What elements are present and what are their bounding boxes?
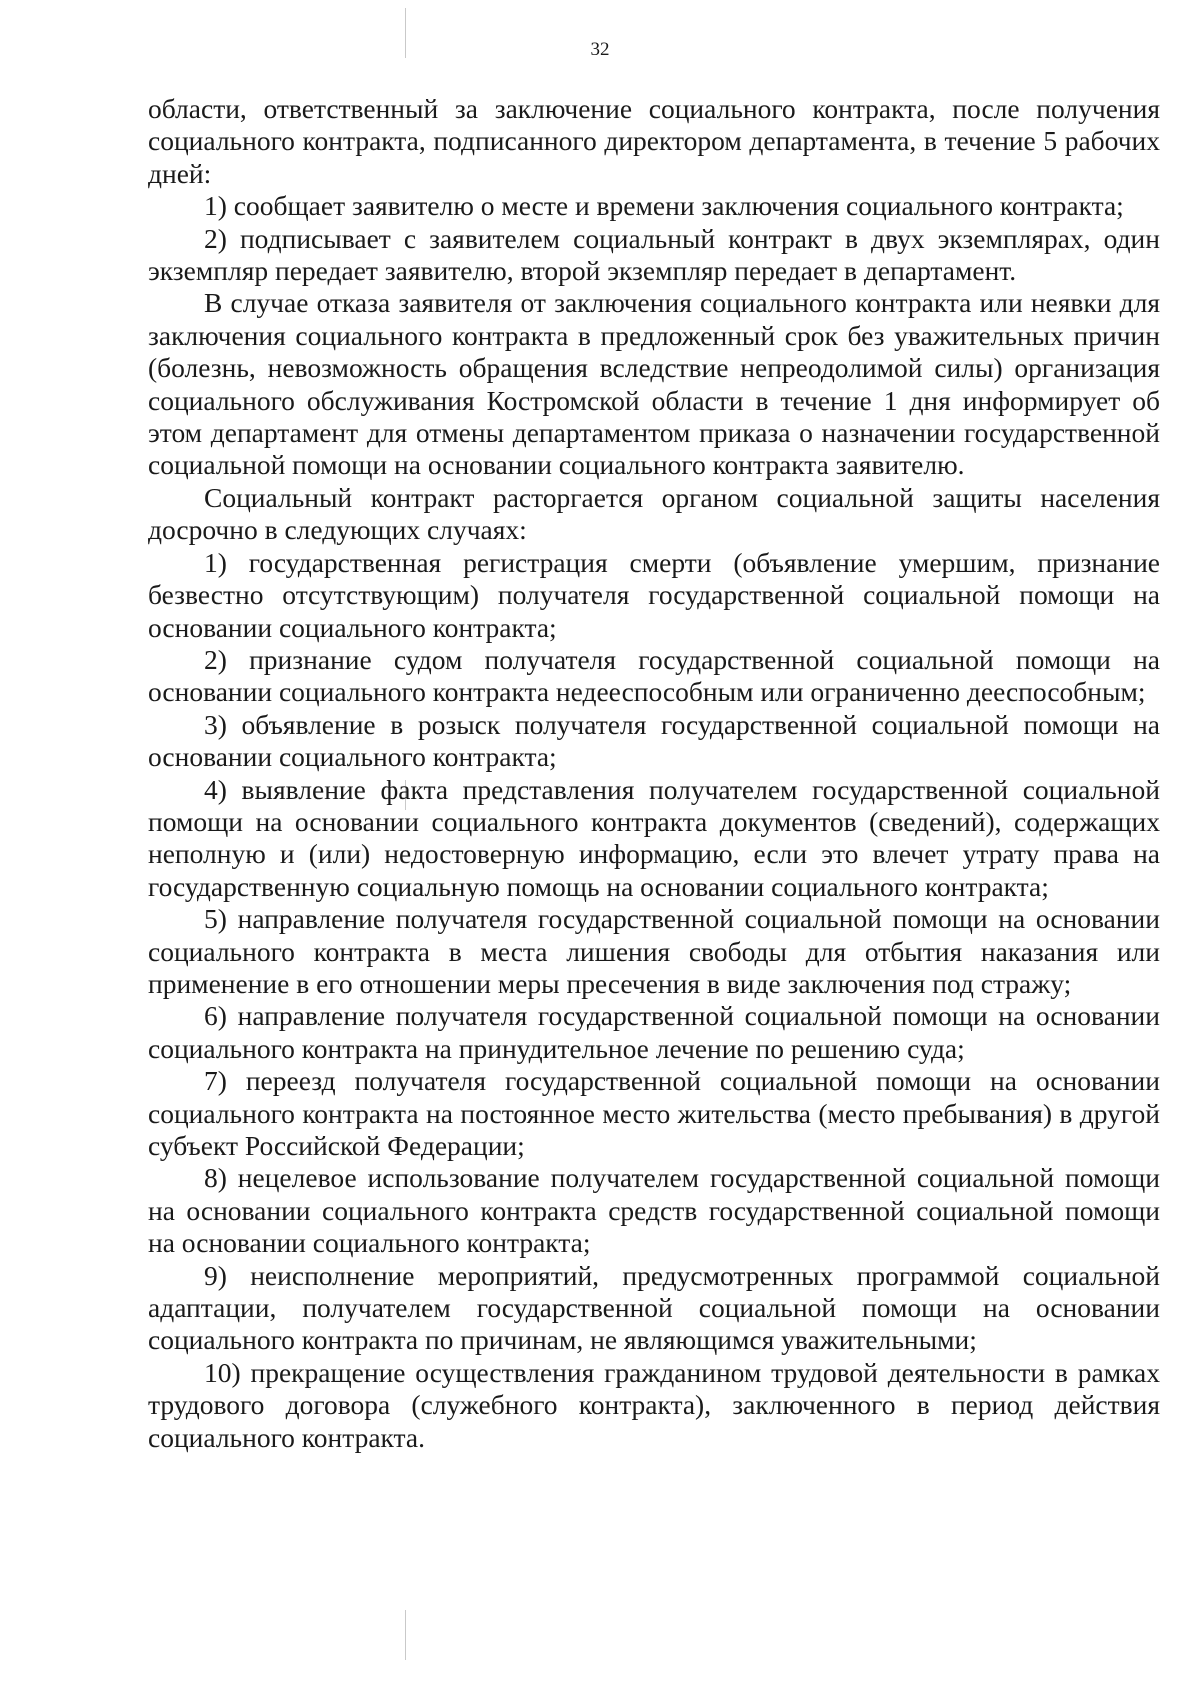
list-item: 9) неисполнение мероприятий, предусмотренных программой социальной адаптации, получателем государственной социальной помощи на основании социального контракта по причинам, не являющимся уважительными;	[148, 1259, 1160, 1356]
paragraph-continuation: области, ответственный за заключение социального контракта, после получения социального контракта, подписанного директором департамента, в течение 5 рабочих дней:	[148, 93, 1160, 189]
list-item: 10) прекращение осуществления гражданином трудовой деятельности в рамках трудового договора (служебного контракта), заключенного в период действия социального контракта.	[148, 1356, 1160, 1453]
paragraph: В случае отказа заявителя от заключения социального контракта или неявки для заключения социального контракта в предложенный срок без уважительных причин (болезнь, невозможность обращения вследствие непреодолимой силы) организация социального обслуживания Костромской области в течение 1 дня информирует об этом департамент для отмены департаментом приказа о назначении государственной социальной помощи на основании социального контракта заявителю.	[148, 287, 1160, 481]
list-item: 8) нецелевое использование получателем государственной социальной помощи на основании социального контракта средств государственной социальной помощи на основании социального контракта;	[148, 1162, 1160, 1259]
list-item: 6) направление получателя государственной социальной помощи на основании социального контракта на принудительное лечение по решению суда;	[148, 1000, 1160, 1064]
list-item: 2) подписывает с заявителем социальный контракт в двух экземплярах, один экземпляр передает заявителю, второй экземпляр передает в департамент.	[148, 222, 1160, 287]
document-body	[148, 93, 1160, 1454]
list-item: 3) объявление в розыск получателя государственной социальной помощи на основании социального контракта;	[148, 708, 1160, 773]
list-item: 1) государственная регистрация смерти (объявление умершим, признание безвестно отсутствующим) получателя государственной социальной помощи на основании социального контракта;	[148, 546, 1160, 643]
list-item: 5) направление получателя государственной социальной помощи на основании социального контракта в места лишения свободы для отбытия наказания или применение в его отношении меры пресечения в виде заключения под стражу;	[148, 903, 1160, 999]
paragraph: Социальный контракт расторгается органом социальной защиты населения досрочно в следующих случаях:	[148, 481, 1160, 546]
list-item: 2) признание судом получателя государственной социальной помощи на основании социального контракта недееспособным или ограниченно дееспособным;	[148, 643, 1160, 708]
list-item: 1) сообщает заявителю о месте и времени заключения социального контракта;	[204, 190, 1124, 222]
scan-artifact-line	[405, 1610, 406, 1660]
list-item: 7) переезд получателя государственной социальной помощи на основании социального контракта на постоянное место жительства (место пребывания) в другой субъект Российской Федерации;	[148, 1065, 1160, 1161]
page-number: 32	[590, 39, 610, 60]
list-item: 4) выявление факта представления получателем государственной социальной помощи на основании социального контракта документов (сведений), содержащих неполную и (или) недостоверную информацию, если это влечет утрату права на государственную социальную помощь на основании социального контракта;	[148, 773, 1160, 902]
